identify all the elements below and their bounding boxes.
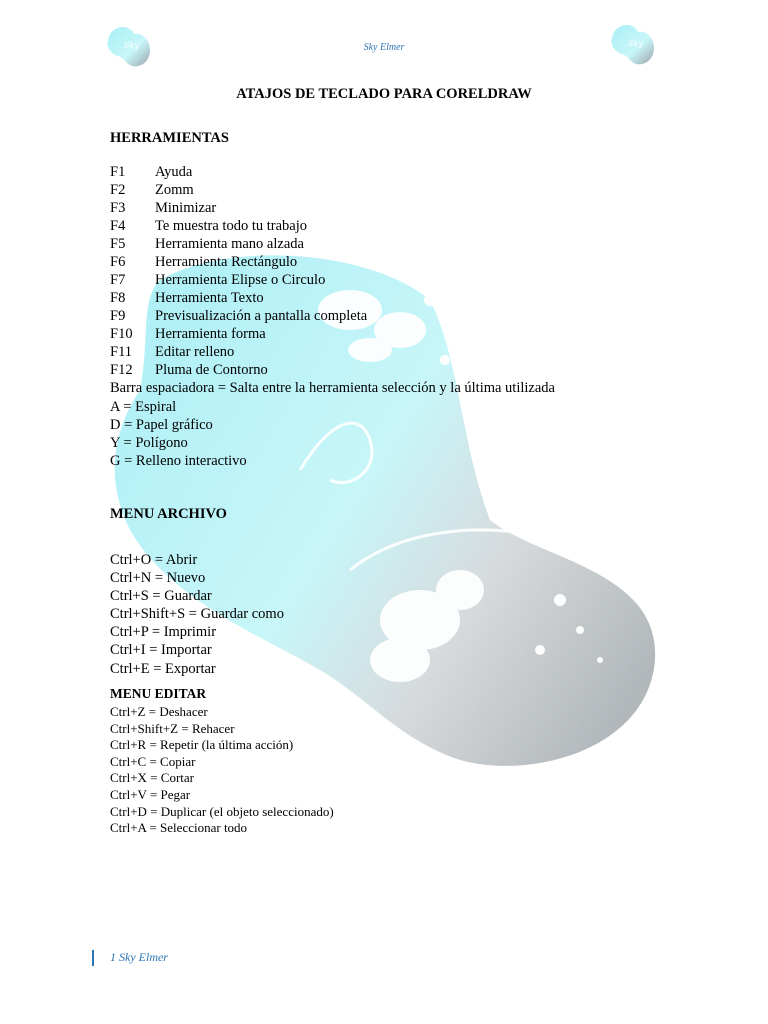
shortcut-desc: Previsualización a pantalla completa — [155, 308, 368, 324]
shortcut-line: G = Relleno interactivo — [110, 453, 247, 469]
shortcut-row — [110, 253, 297, 271]
shortcut-desc: Pluma de Contorno — [155, 362, 268, 378]
page-number: 1 — [110, 950, 116, 964]
footer-divider — [92, 950, 94, 966]
shortcut-line: Ctrl+C = Copiar — [110, 754, 196, 769]
shortcut-row — [110, 163, 192, 181]
shortcut-key: F5 — [110, 236, 126, 252]
shortcut-line: Ctrl+S = Guardar — [110, 588, 212, 604]
shortcut-key: F6 — [110, 254, 126, 270]
shortcut-desc: Minimizar — [155, 200, 217, 216]
shortcut-desc: Herramienta Elipse o Circulo — [155, 272, 326, 288]
shortcut-line: Ctrl+O = Abrir — [110, 552, 198, 568]
shortcut-key: F7 — [110, 272, 126, 288]
shortcut-line: Y = Polígono — [110, 435, 188, 451]
shortcut-key: F3 — [110, 200, 126, 216]
shortcut-desc: Herramienta forma — [155, 326, 266, 342]
shortcut-desc: Editar relleno — [155, 344, 235, 360]
shortcut-line: Ctrl+Shift+S = Guardar como — [110, 606, 284, 622]
shortcut-line: D = Papel gráfico — [110, 417, 213, 433]
shortcut-desc: Te muestra todo tu trabajo — [155, 218, 307, 234]
shortcut-line: Ctrl+P = Imprimir — [110, 624, 217, 640]
svg-text:Sky: Sky — [628, 39, 643, 48]
shortcut-row — [110, 181, 194, 199]
shortcut-line: Ctrl+I = Importar — [110, 642, 212, 658]
page-title: ATAJOS DE TECLADO PARA CORELDRAW — [236, 86, 532, 102]
shortcut-desc: Herramienta mano alzada — [155, 236, 304, 252]
shortcut-line: Ctrl+N = Nuevo — [110, 570, 206, 586]
footer-brand: Sky Elmer — [119, 950, 168, 964]
shortcut-desc: Herramienta Texto — [155, 290, 264, 306]
svg-text:Sky: Sky — [124, 41, 139, 50]
shortcut-row — [110, 217, 307, 235]
shortcut-line: Barra espaciadora = Salta entre la herramienta selección y la última utilizada — [110, 380, 555, 396]
shortcut-row — [110, 289, 264, 307]
header-brand: Sky Elmer — [363, 42, 405, 53]
shortcut-key: F10 — [110, 326, 133, 342]
section-heading-herramientas: HERRAMIENTAS — [110, 130, 229, 146]
shortcut-row — [110, 343, 234, 361]
shortcut-line: A = Espiral — [110, 399, 177, 415]
shortcut-key: F2 — [110, 182, 126, 198]
shortcut-key: F9 — [110, 308, 126, 324]
shortcut-line: Ctrl+R = Repetir (la última acción) — [110, 737, 294, 752]
shortcut-key: F8 — [110, 290, 126, 306]
shortcut-line: Ctrl+Z = Deshacer — [110, 704, 208, 719]
shortcut-row — [110, 235, 304, 253]
shortcut-line: Ctrl+X = Cortar — [110, 770, 194, 785]
shortcut-desc: Herramienta Rectángulo — [155, 254, 298, 270]
shortcut-line: Ctrl+A = Seleccionar todo — [110, 820, 248, 835]
section-heading-menu-editar: MENU EDITAR — [110, 686, 207, 701]
shortcut-key: F4 — [110, 218, 126, 234]
shortcut-key: F11 — [110, 344, 133, 360]
shortcut-desc: Ayuda — [155, 164, 193, 180]
sky-elmer-logo-icon — [104, 22, 156, 72]
section-heading-menu-archivo: MENU ARCHIVO — [110, 506, 227, 522]
shortcut-line: Ctrl+Shift+Z = Rehacer — [110, 721, 235, 736]
shortcut-row — [110, 271, 325, 289]
shortcut-key: F1 — [110, 164, 126, 180]
shortcut-row — [110, 361, 268, 379]
shortcut-row — [110, 307, 367, 325]
shortcut-line: Ctrl+D = Duplicar (el objeto seleccionado) — [110, 804, 334, 819]
shortcut-desc: Zomm — [155, 182, 194, 198]
shortcut-line: Ctrl+V = Pegar — [110, 787, 191, 802]
shortcut-row — [110, 325, 266, 343]
shortcut-row — [110, 199, 216, 217]
footer — [110, 950, 168, 965]
shortcut-line: Ctrl+E = Exportar — [110, 661, 216, 677]
sky-elmer-logo-icon — [608, 20, 660, 70]
shortcut-key: F12 — [110, 362, 133, 378]
